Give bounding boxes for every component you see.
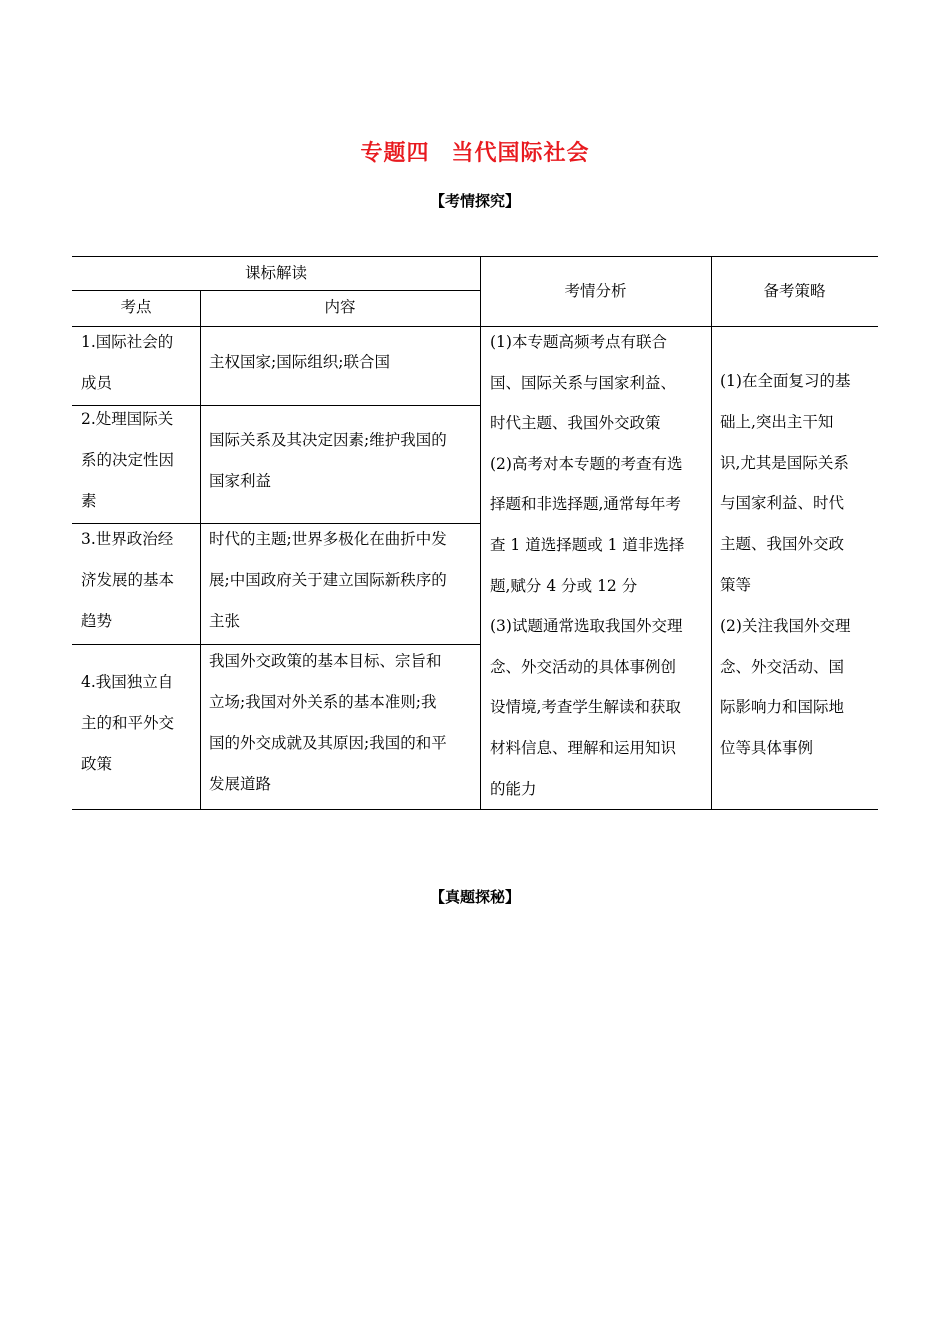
- row3-exam-point: [81, 519, 174, 642]
- text-line: 策等: [720, 575, 752, 594]
- row1-exam-point: [81, 322, 173, 404]
- text-line: 展;中国政府关于建立国际新秩序的: [209, 571, 447, 589]
- header-exam-point: 考点: [120, 298, 152, 316]
- text-line: 时代主题、我国外交政策: [490, 414, 661, 433]
- text-line: 成员: [81, 374, 113, 392]
- table-rule: [72, 326, 878, 327]
- table-divider: [711, 256, 712, 809]
- text-line: 题,赋分 4 分或 12 分: [490, 576, 638, 595]
- text-line: 3.世界政治经: [81, 530, 174, 548]
- text-line: (3)试题通常选取我国外交理: [490, 617, 683, 636]
- text-line: 1.国际社会的: [81, 333, 174, 351]
- row3-content: [209, 519, 447, 642]
- text-line: 位等具体事例: [720, 739, 814, 758]
- header-exam-analysis: 考情分析: [564, 282, 627, 300]
- title-topic-number: 专题四: [360, 141, 430, 166]
- header-content: 内容: [324, 298, 356, 316]
- text-line: 主题、我国外交政: [720, 535, 845, 554]
- text-line: 2.处理国际关: [81, 410, 174, 428]
- text-line: 主的和平外交: [81, 714, 175, 732]
- text-line: 国际关系及其决定因素;维护我国的: [209, 431, 447, 449]
- title-topic-name: 当代国际社会: [451, 141, 590, 166]
- text-line: 国、国际关系与国家利益、: [490, 373, 677, 392]
- text-line: 国的外交成就及其原因;我国的和平: [209, 734, 447, 752]
- text-line: 与国家利益、时代: [720, 494, 845, 513]
- row2-content: [209, 420, 447, 502]
- text-line: 主权国家;国际组织;联合国: [209, 353, 390, 371]
- text-line: 主张: [209, 612, 241, 630]
- text-line: 念、外交活动的具体事例创: [490, 657, 677, 676]
- text-line: 国家利益: [209, 472, 272, 490]
- row4-content: [209, 641, 447, 805]
- text-line: 立场;我国对外关系的基本准则;我: [209, 693, 437, 711]
- text-line: 念、外交活动、国: [720, 657, 845, 676]
- text-line: 设情境,考查学生解读和获取: [490, 698, 681, 717]
- text-line: 查 1 道选择题或 1 道非选择: [490, 535, 685, 554]
- text-line: 时代的主题;世界多极化在曲折中发: [209, 530, 447, 548]
- table-border-bottom: [72, 809, 878, 810]
- header-prep-strategy: 备考策略: [763, 282, 826, 300]
- text-line: 政策: [81, 755, 113, 773]
- table-divider: [480, 256, 481, 809]
- section-heading-real-questions: 【真题探秘】: [429, 888, 520, 906]
- text-line: (1)本专题高频考点有联合: [490, 333, 667, 351]
- text-line: 趋势: [81, 612, 113, 630]
- text-line: 择题和非选择题,通常每年考: [490, 495, 681, 514]
- text-line: 系的决定性因: [81, 451, 175, 469]
- row1-content: [209, 342, 390, 383]
- prep-strategy-text: [720, 361, 850, 769]
- text-line: 素: [81, 492, 97, 510]
- section-heading-exam-analysis: 【考情探究】: [429, 192, 520, 210]
- text-line: 4.我国独立自: [81, 673, 174, 691]
- text-line: 础上,突出主干知: [720, 412, 834, 431]
- text-line: 际影响力和国际地: [720, 698, 845, 717]
- text-line: 我国外交政策的基本目标、宗旨和: [209, 652, 442, 670]
- row2-exam-point: [81, 399, 174, 522]
- table-divider: [200, 290, 201, 809]
- page-title: [0, 136, 950, 167]
- row4-exam-point: [81, 662, 174, 785]
- exam-analysis-text: [490, 322, 684, 809]
- text-line: 识,尤其是国际关系: [720, 453, 849, 472]
- text-line: (2)关注我国外交理: [720, 616, 851, 635]
- header-curriculum-interpretation: 课标解读: [244, 264, 307, 282]
- text-line: (1)在全面复习的基: [720, 372, 851, 390]
- text-line: 材料信息、理解和运用知识: [490, 738, 677, 757]
- text-line: 的能力: [490, 779, 537, 798]
- text-line: 济发展的基本: [81, 571, 175, 589]
- text-line: (2)高考对本专题的考查有选: [490, 454, 683, 473]
- text-line: 发展道路: [209, 775, 272, 793]
